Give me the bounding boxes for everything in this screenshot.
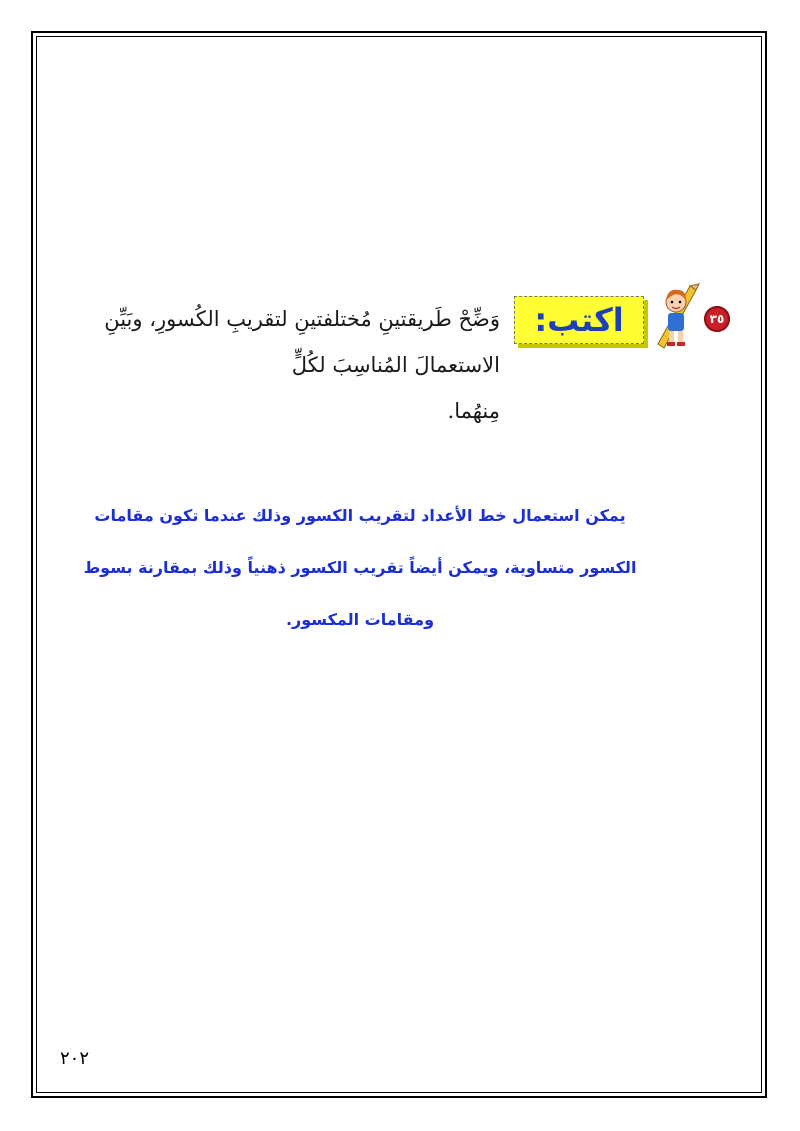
question-number-badge: ٣٥ [704, 306, 730, 332]
write-label-box: اكتب: [514, 296, 644, 344]
answer-line3: ومقامات المكسور. [285, 610, 435, 629]
girl-with-pencil-icon [652, 282, 704, 350]
answer-line2: الكسور متساوية، ويمكن أيضاً تقريب الكسور ذهنياً وذلك بمقارنة بسوط [83, 558, 637, 577]
question-text-line1: وَضِّحْ طَريقتينِ مُختلفتينِ لتقريبِ الكُسورِ، وبَيِّنِ الاستعمالَ المُناسِبَ لكُلٍّ [104, 307, 500, 377]
page-number: ٢٠٢ [60, 1048, 90, 1069]
answer-line1: يمكن استعمال خط الأعداد لتقريب الكسور وذلك عندما تكون مقامات [94, 506, 626, 525]
question-text [60, 296, 500, 434]
question-text-line2: مِنهُما. [447, 399, 500, 423]
question-block [60, 290, 740, 423]
answer-text [80, 490, 640, 646]
